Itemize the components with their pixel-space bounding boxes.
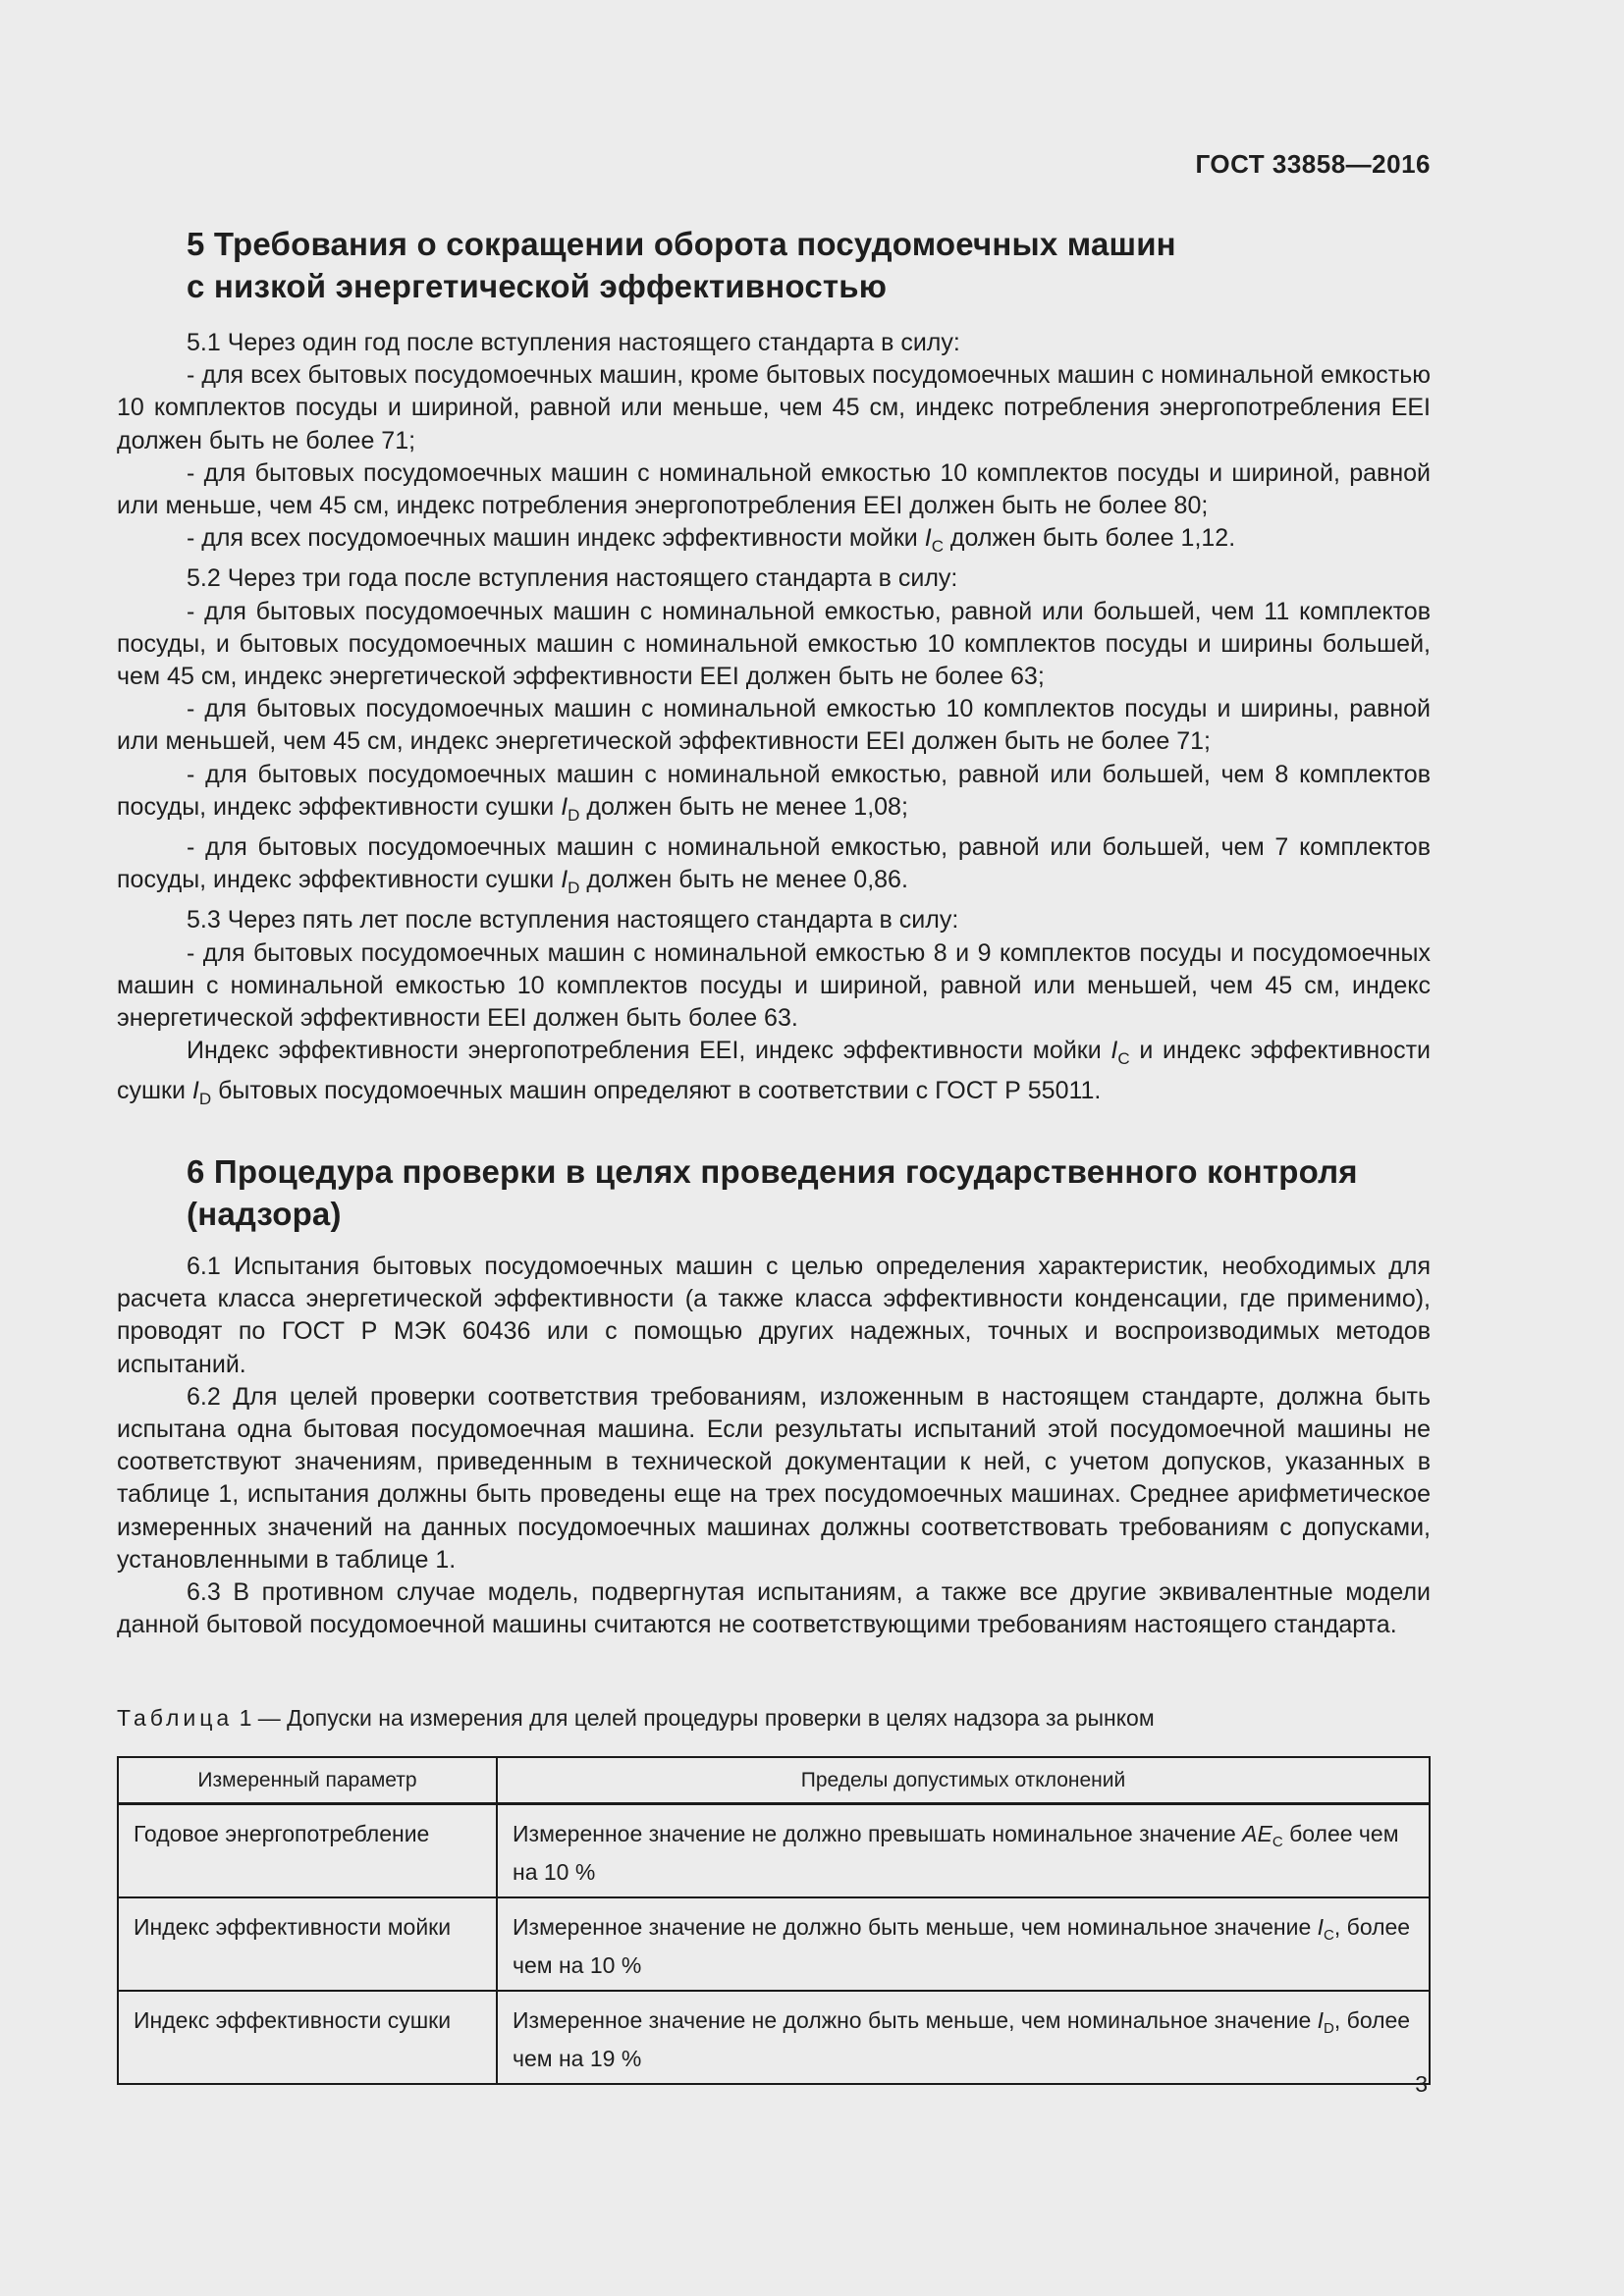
section-5-title-line-2: с низкой энергетической эффективностью — [187, 268, 888, 304]
table-row — [118, 1804, 1430, 1898]
table-cell-parameter: Индекс эффективности сушки — [118, 1991, 497, 2084]
table-caption — [117, 1705, 1431, 1732]
symbol-ic: I — [924, 524, 932, 553]
clause-5-1-item-c: - для всех посудомоечных машин индекс эффективности мойки $I_C$ должен быть более 1,12. — [187, 524, 1236, 557]
clause-5-2: 5.2 Через три года после вступления настоящего стандарта в силу: — [187, 564, 958, 593]
section-5-heading — [187, 223, 1434, 307]
clause-5-3-item-a: - для бытовых посудомоечных машин с номинальной емкостью 8 и 9 комплектов посуды и посудомоечных машин с номинальной емкостью 10 комплектов посуды и шириной, равной или меньшей, чем 45 см, индекс энергетической эффективности EEI должен быть более 63. — [117, 938, 1431, 1033]
table-cell-parameter: Индекс эффективности мойки — [118, 1897, 497, 1991]
clause-5-3: 5.3 Через пять лет после вступления настоящего стандарта в силу: — [187, 906, 959, 934]
document-code: ГОСТ 33858—2016 — [1195, 149, 1431, 179]
table-cell-limit: Измеренное значение не должно быть меньше, чем номинальное значение $I_C$, более чем на 10 % — [497, 1897, 1430, 1991]
table-header-row — [118, 1757, 1430, 1804]
section-6-body — [117, 1251, 1431, 1641]
column-header-limits: Пределы допустимых отклонений — [497, 1757, 1430, 1804]
clause-5-1: 5.1 Через один год после вступления настоящего стандарта в силу: — [187, 329, 960, 356]
table-row — [118, 1897, 1430, 1991]
tolerance-table — [117, 1756, 1431, 2085]
clause-5-2-item-d: - для бытовых посудомоечных машин с номинальной емкостью, равной или большей, чем 7 комплектов посуды, индекс эффективности сушки $I_D$ должен быть не менее 0,86. — [117, 833, 1431, 898]
section-5-title-line-1: 5 Требования о сокращении оборота посудомоечных машин — [187, 226, 1176, 262]
clause-5-2-item-b: - для бытовых посудомоечных машин с номинальной емкостью 10 комплектов посуды и ширины, равной или меньшей, чем 45 см, индекс энергетической эффективности EEI должен быть не более 71; — [117, 695, 1431, 756]
table-row — [118, 1991, 1430, 2084]
page-number: 3 — [1415, 2071, 1428, 2097]
clause-5-1-item-b: - для бытовых посудомоечных машин с номинальной емкостью 10 комплектов посуды и шириной, равной или меньше, чем 45 см, индекс потребления энергопотребления EEI должен быть не более 80; — [117, 458, 1431, 520]
table-caption-text: 1 — Допуски на измерения для целей процедуры проверки в целях надзора за рынком — [233, 1705, 1155, 1731]
clause-5-1-item-a: - для всех бытовых посудомоечных машин, кроме бытовых посудомоечных машин с номинальной емкостью 10 комплектов посуды и шириной, равной или меньше, чем 45 см, индекс потребления энергопотребления EEI должен быть не более 71; — [117, 361, 1431, 454]
column-header-parameter: Измеренный параметр — [118, 1757, 497, 1804]
clause-5-2-item-a: - для бытовых посудомоечных машин с номинальной емкостью, равной или большей, чем 11 комплектов посуды, и бытовых посудомоечных машин с номинальной емкостью 10 комплектов посуды и ширины большей, чем 45 см, индекс энергетической эффективности EEI должен быть не более 63; — [117, 597, 1431, 691]
clause-6-1: 6.1 Испытания бытовых посудомоечных машин с целью определения характеристик, необходимых для расчета класса энергетической эффективности (а также класса эффективности конденсации, где применимо), проводят по ГОСТ Р МЭК 60436 или с помощью других надежных, точных и воспроизводимых методов испытаний. — [117, 1253, 1431, 1378]
symbol-id: I — [561, 792, 568, 821]
section-6-heading — [187, 1150, 1434, 1235]
section-6-title-line-1: 6 Процедура проверки в целях проведения государственного контроля — [187, 1153, 1358, 1190]
table-caption-label: Таблица — [117, 1705, 234, 1731]
section-5-body — [117, 327, 1431, 1116]
clause-6-2: 6.2 Для целей проверки соответствия требованиям, изложенным в настоящем стандарте, должна быть испытана одна бытовая посудомоечная машина. Если результаты испытаний этой посудомоечной машины не соответствуют значениям, приведенным в технической документации к ней, с учетом допусков, указанных в таблице 1, испытания должны быть проведены еще на трех посудомоечных машинах. Среднее арифметическое измеренных значений на данных посудомоечных машинах должны соответствовать требованиям с допусками, установленными в таблице 1. — [117, 1382, 1431, 1574]
clause-5-2-item-c: - для бытовых посудомоечных машин с номинальной емкостью, равной или большей, чем 8 комплектов посуды, индекс эффективности сушки $I_D$ должен быть не менее 1,08; — [117, 760, 1431, 825]
clause-6-3: 6.3 В противном случае модель, подвергнутая испытаниям, а также все другие эквивалентные модели данной бытовой посудомоечной машины считаются не соответствующими требованиям настоящего стандарта. — [117, 1578, 1431, 1639]
symbol-id: I — [561, 866, 568, 894]
table-cell-limit: Измеренное значение не должно быть меньше, чем номинальное значение $I_D$, более чем на 19 % — [497, 1991, 1430, 2084]
clause-index-note: Индекс эффективности энергопотребления EEI, индекс эффективности мойки $I_C$ и индекс эффективности сушки $I_D$ бытовых посудомоечных машин определяют в соответствии с ГОСТ Р 55011. — [117, 1037, 1432, 1109]
table-cell-parameter: Годовое энергопотребление — [118, 1804, 497, 1898]
table-cell-limit: Измеренное значение не должно превышать номинальное значение $AE_C$ более чем на 10 % — [497, 1804, 1430, 1898]
section-6-title-line-2: (надзора) — [187, 1196, 342, 1232]
